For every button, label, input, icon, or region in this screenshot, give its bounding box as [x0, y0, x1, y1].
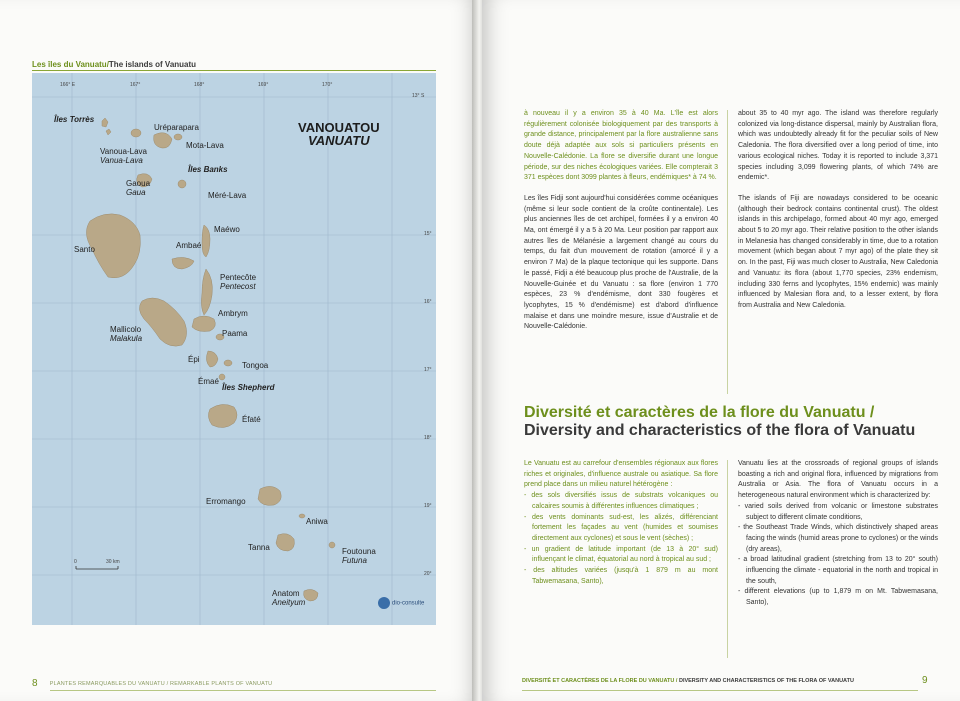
map-title [298, 121, 380, 147]
list-item: - varied soils derived from volcanic or limestone substrates subject to different climate conditions, [738, 502, 938, 521]
left-footer [32, 678, 272, 689]
label-pentecote-fr: Pentecôte [220, 273, 257, 282]
label-malakula-en: Malakula [110, 334, 143, 343]
label-iles-torres: Îles Torrès [54, 115, 95, 124]
island-ambae [172, 257, 194, 269]
label-futuna-en: Futuna [342, 556, 367, 565]
label-anatom [272, 589, 305, 607]
label-ambrym: Ambrym [218, 309, 248, 318]
map-caption-en: The islands of Vanuatu [108, 60, 197, 69]
list-item: - different elevations (up to 1,879 m on Mt. Tabwemasana, Santo), [738, 588, 938, 607]
lon-tick: 168° [194, 82, 205, 88]
island-tanna [276, 534, 294, 551]
label-vanua-lava-en: Vanua-Lava [100, 156, 143, 165]
label-mallicolo [110, 325, 142, 343]
scale-end: 30 km [106, 559, 120, 565]
heading-fr: Diversité et caractères de la flore du Vanuatu / [524, 404, 875, 421]
en-list [738, 502, 938, 609]
label-gaoua [126, 179, 150, 197]
label-gaua-en: Gaua [126, 188, 146, 197]
map-caption-fr: Les îles du Vanuatu [32, 60, 107, 69]
logo-text: dio-consulte [392, 600, 425, 607]
label-vanoua-lava [100, 147, 147, 165]
lat-tick: 17° [424, 367, 432, 373]
island-ureparapara [131, 129, 141, 137]
label-tanna: Tanna [248, 543, 270, 552]
label-vanoua-lava-fr: Vanoua-Lava [100, 147, 147, 156]
island-vanua-lava [154, 133, 172, 148]
bottom-en-column [738, 459, 938, 609]
island-epi [206, 351, 218, 367]
label-iles-shepherd: Îles Shepherd [222, 383, 275, 392]
label-foutouna [342, 547, 376, 565]
scale-bar [76, 566, 118, 569]
lat-tick: 13° S [412, 93, 425, 99]
right-footer-rule [522, 690, 918, 691]
label-gaoua-fr: Gaoua [126, 179, 151, 188]
publisher-logo [378, 597, 424, 609]
en-intro: Vanuatu lies at the crossroads of regional groups of islands boasting a rich and original flora, influenced by migrations from Australia or Asia. The flora of Vanuatu occurs in a heterogeneous natural environment which is characterized by: [738, 460, 938, 500]
fr-intro: Le Vanuatu est au carrefour d'ensembles régionaux aux flores riches et originales, d'influence australe ou asiatique. Sa flore prend place dans un milieu naturel hétérogène : [524, 460, 718, 489]
label-efate: Éfaté [242, 415, 261, 424]
lon-tick: 169° [258, 82, 269, 88]
label-ureparapara: Uréparapara [154, 123, 199, 132]
scale-start: 0 [74, 559, 77, 565]
left-footer-text: PLANTES REMARQUABLES DU VANUATU / REMARKABLE PLANTS OF VANUATU [49, 680, 273, 687]
map-caption [32, 60, 196, 69]
right-footer-en: DIVERSITY AND CHARACTERISTICS OF THE FLORA OF VANUATU [678, 678, 854, 684]
island-torres [102, 118, 108, 127]
list-item: - des sols diversifiés issus de substrats volcaniques ou calcaires soumis à différentes influences climatiques ; [524, 492, 718, 510]
map-graphic [32, 73, 436, 625]
label-mota-lava: Mota-Lava [186, 141, 224, 150]
island-erromango [258, 486, 281, 505]
lon-tick: 170° [322, 82, 333, 88]
label-mallicolo-fr: Mallicolo [110, 325, 142, 334]
label-pentecost-en: Pentecost [220, 282, 256, 291]
label-epi: Épi [188, 355, 200, 364]
lon-tick: 166° E [60, 82, 76, 88]
island-maewo [202, 225, 210, 257]
bottom-fr-column [524, 459, 718, 587]
label-foutouna-fr: Foutouna [342, 547, 376, 556]
right-page-number: 9 [922, 675, 928, 686]
lat-tick: 16° [424, 299, 432, 305]
list-item: - the Southeast Trade Winds, which distinctively shaped areas facing the winds (humid areas prone to cyclones) or the winds (dry areas), [738, 524, 938, 553]
right-footer [522, 675, 928, 686]
left-page-number: 8 [32, 678, 38, 689]
top-fr-column [524, 109, 718, 343]
left-page [0, 0, 478, 701]
label-tongoa: Tongoa [242, 361, 269, 370]
section-heading [524, 404, 944, 440]
top-column-rule [727, 110, 728, 394]
label-santo: Santo [74, 245, 95, 254]
map-caption-rule [32, 70, 436, 71]
lat-tick: 18° [424, 435, 432, 441]
label-mere-lava: Méré-Lava [208, 191, 247, 200]
left-footer-rule [50, 690, 436, 691]
label-pentecote [220, 273, 256, 291]
right-footer-fr: DIVERSITÉ ET CARACTÈRES DE LA FLORE DU VANUATU / [522, 678, 678, 684]
fr-list [524, 491, 718, 587]
globe-icon [378, 597, 390, 609]
island-aneityum [304, 589, 318, 601]
heading-en: Diversity and characteristics of the flora of Vanuatu [524, 422, 916, 439]
label-aniwa: Aniwa [306, 517, 328, 526]
list-item: - un gradient de latitude important (de 13 à 20° sud) influençant le climat, équatorial au nord à tropical au sud ; [524, 545, 718, 564]
en-paragraph-1: about 35 to 40 myr ago. The island was therefore regularly colonized via long-distance dispersal, mainly by Australian flora, which was undoubtedly already fit for the peculiar soils of New Caledonia. The flora diversified over a long period of time, into various ecological niches. Today it is reported to include 3,371 species including 3,099 flowering plants, of which 74% are endemic*. [738, 110, 938, 182]
vanuatu-map [32, 73, 436, 625]
map-caption-sep: / [106, 60, 109, 69]
lat-tick: 19° [424, 503, 432, 509]
label-maewo: Maéwo [214, 225, 240, 234]
list-item: - des altitudes variées (jusqu'à 1 879 m au mont Tabwemasana, Santo), [524, 567, 718, 585]
label-erromango: Erromango [206, 497, 246, 506]
island-efate [208, 404, 237, 427]
label-paama: Paama [222, 329, 248, 338]
bottom-column-rule [727, 460, 728, 658]
list-item: - des vents dominants sud-est, les alizés, différenciant fortement les façades au vent (humides et soumises directement aux cyclones) et sous le vent (sèches) ; [524, 513, 718, 542]
fr-paragraph-1: à nouveau il y a environ 35 à 40 Ma. L'île est alors régulièrement colonisée biologiquement par des transports à grande distance, principalement par la flore australienne sans doute déjà adaptée aux sols si particuliers présents en Nouvelle-Calédonie. La flore se diversifie durant une longue période, sur des niches écologiques variées. Elle compterait 3 371 espèces dont 3099 plantes à fleurs, endémiques* à 74 %. [524, 110, 718, 182]
label-ambae: Ambaé [176, 241, 202, 250]
island-pentecote [201, 269, 212, 315]
list-item: - a broad latitudinal gradient (stretching from 13 to 20° south) influencing the climate - equatorial in the north and tropical in the south, [738, 556, 938, 585]
island-ambrym [192, 316, 215, 332]
lat-tick: 20° [424, 571, 432, 577]
map-title-en: VANUATU [308, 133, 370, 148]
en-paragraph-2: The islands of Fiji are nowadays considered to be oceanic (although their bedrock contains continental crust). The oldest islands in this archipelago, formed about 40 myr ago, emerged about 5 to 20 myr ago. Their relative position to the other islands in Melanesia has changed considerably in time, due to a rotation movement (which began about 7 myr ago) of the plate they sit on. In the past, Fiji was much closer to Australia, New Caledonia and Vanuatu: its flora (about 1,770 species, 23% endemism, including 330 ferns and lycophytes, 15% endemic) was mainly influenced by Malesian flora and, to a lesser extent, by flora from Australia and New Caledonia. [738, 194, 938, 309]
map-title-fr: VANOUATOU [298, 120, 380, 135]
label-iles-banks: Îles Banks [188, 165, 228, 174]
label-emae: Émaé [198, 377, 219, 386]
island-malakula [139, 298, 186, 346]
top-en-column [738, 109, 938, 322]
label-aneityum-en: Aneityum [272, 598, 306, 607]
fr-paragraph-2: Les îles Fidji sont aujourd'hui considérées comme océaniques (même si leur socle contient de la croûte continentale). Les plus anciennes îles de cet archipel, formées il y a environ 40 Ma, ont émergé il y a 5 à 20 Ma. Leur position par rapport aux autres îles de Mélanésie a largement changé au cours du temps, du fait d'un mouvement de rotation (amorcé il y a environ 7 Ma) de la plaque tectonique qui les supporte. Dans le passé, Fidji a été beaucoup plus proche de l'Australie, de la Nouvelle-Guinée et du Vanuatu : sa flore (environ 1 770 espèces, 23 % d'endémisme, dont 330 fougères et lycophytes, 15 % d'endémisme) est d'abord d'influence malaise et dans une moindre mesure, issue d'Australie et de Nouvelle-Calédonie. [524, 194, 718, 331]
lat-tick: 15° [424, 231, 432, 237]
lon-tick: 167° [130, 82, 141, 88]
label-anatom-fr: Anatom [272, 589, 300, 598]
